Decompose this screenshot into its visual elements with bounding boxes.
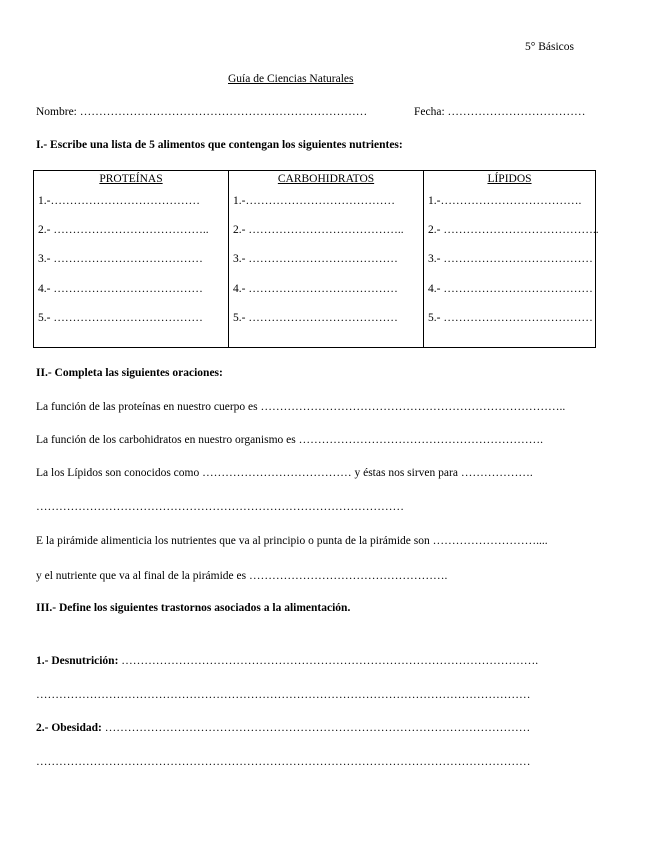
carbohydrates-answer-3[interactable]: 3.- ………………………………… (233, 253, 398, 266)
malnutrition-continuation[interactable]: ………………………………………………………………………………………………………………… (36, 689, 531, 701)
proteins-answer-1[interactable]: 1.-………………………………… (38, 195, 200, 207)
sentence-carbohydrates-function[interactable]: La función de los carbohidratos en nuestro organismo es ………………………………………………………. (36, 434, 543, 446)
date-field[interactable]: Fecha: ……………………………… (414, 106, 586, 118)
carbohydrates-answer-1[interactable]: 1.-………………………………… (233, 195, 395, 207)
proteins-answer-4[interactable]: 4.- ………………………………… (38, 282, 203, 295)
sentence-lipids-continuation[interactable]: …………………………………………………………………………………… (36, 501, 404, 513)
lipids-answer-4[interactable]: 4.- ………………………………… (428, 282, 593, 295)
page-title: Guía de Ciencias Naturales (228, 73, 354, 85)
column-header-lipids: LÍPIDOS (487, 173, 532, 185)
section3-heading: III.- Define los siguientes trastornos asociados a la alimentación. (36, 602, 351, 614)
lipids-answer-5[interactable]: 5.- ………………………………… (428, 311, 593, 324)
column-proteins (34, 171, 229, 348)
proteins-answer-5[interactable]: 5.- ………………………………… (38, 311, 203, 324)
lipids-answer-1[interactable]: 1.-………………………………. (428, 195, 582, 207)
nutrients-table (33, 170, 599, 348)
grade-label: 5° Básicos (525, 41, 574, 53)
column-header-proteins: PROTEÍNAS (99, 173, 163, 185)
carbohydrates-answer-5[interactable]: 5.- ………………………………… (233, 311, 398, 324)
malnutrition-line[interactable] (36, 654, 538, 668)
column-carbohydrates (229, 171, 424, 348)
section2-heading: II.- Completa las siguientes oraciones: (36, 367, 223, 379)
column-lipids (424, 171, 599, 348)
malnutrition-label: 1.- Desnutrición: (36, 655, 119, 667)
proteins-answer-2[interactable]: 2.- ………………………………….. (38, 224, 209, 237)
carbohydrates-answer-4[interactable]: 4.- ………………………………… (233, 282, 398, 295)
sentence-pyramid-bottom[interactable]: y el nutriente que va al final de la pirámide es ……………………………………………. (36, 570, 448, 582)
section1-heading: I.- Escribe una lista de 5 alimentos que contengan los siguientes nutrientes: (36, 139, 403, 151)
name-field[interactable]: Nombre: ………………………………………………………………… (36, 106, 368, 118)
lipids-answer-2[interactable]: 2.- ………………………………….. (428, 224, 599, 237)
carbohydrates-answer-2[interactable]: 2.- ………………………………….. (233, 224, 404, 237)
obesity-dots[interactable]: ………………………………………………………………………………………………… (101, 722, 531, 734)
proteins-answer-3[interactable]: 3.- ………………………………… (38, 253, 203, 266)
malnutrition-dots[interactable]: ………………………………………………………………………………………………. (118, 655, 539, 667)
obesity-label: 2.- Obesidad: (36, 722, 102, 734)
sentence-proteins-function[interactable]: La función de las proteínas en nuestro cuerpo es …………………………………………………………………….. (36, 401, 566, 413)
column-header-carbohydrates: CARBOHIDRATOS (277, 173, 375, 185)
sentence-lipids[interactable]: La los Lípidos son conocidos como ………………………………… y éstas nos sirven para ………………. (36, 467, 533, 479)
lipids-answer-3[interactable]: 3.- ………………………………… (428, 253, 593, 266)
obesity-continuation[interactable]: ………………………………………………………………………………………………………………… (36, 756, 531, 768)
obesity-line[interactable] (36, 721, 530, 735)
sentence-pyramid-top[interactable]: E la pirámide alimenticia los nutrientes que va al principio o punta de la pirámide son ……………………….... (36, 535, 548, 547)
